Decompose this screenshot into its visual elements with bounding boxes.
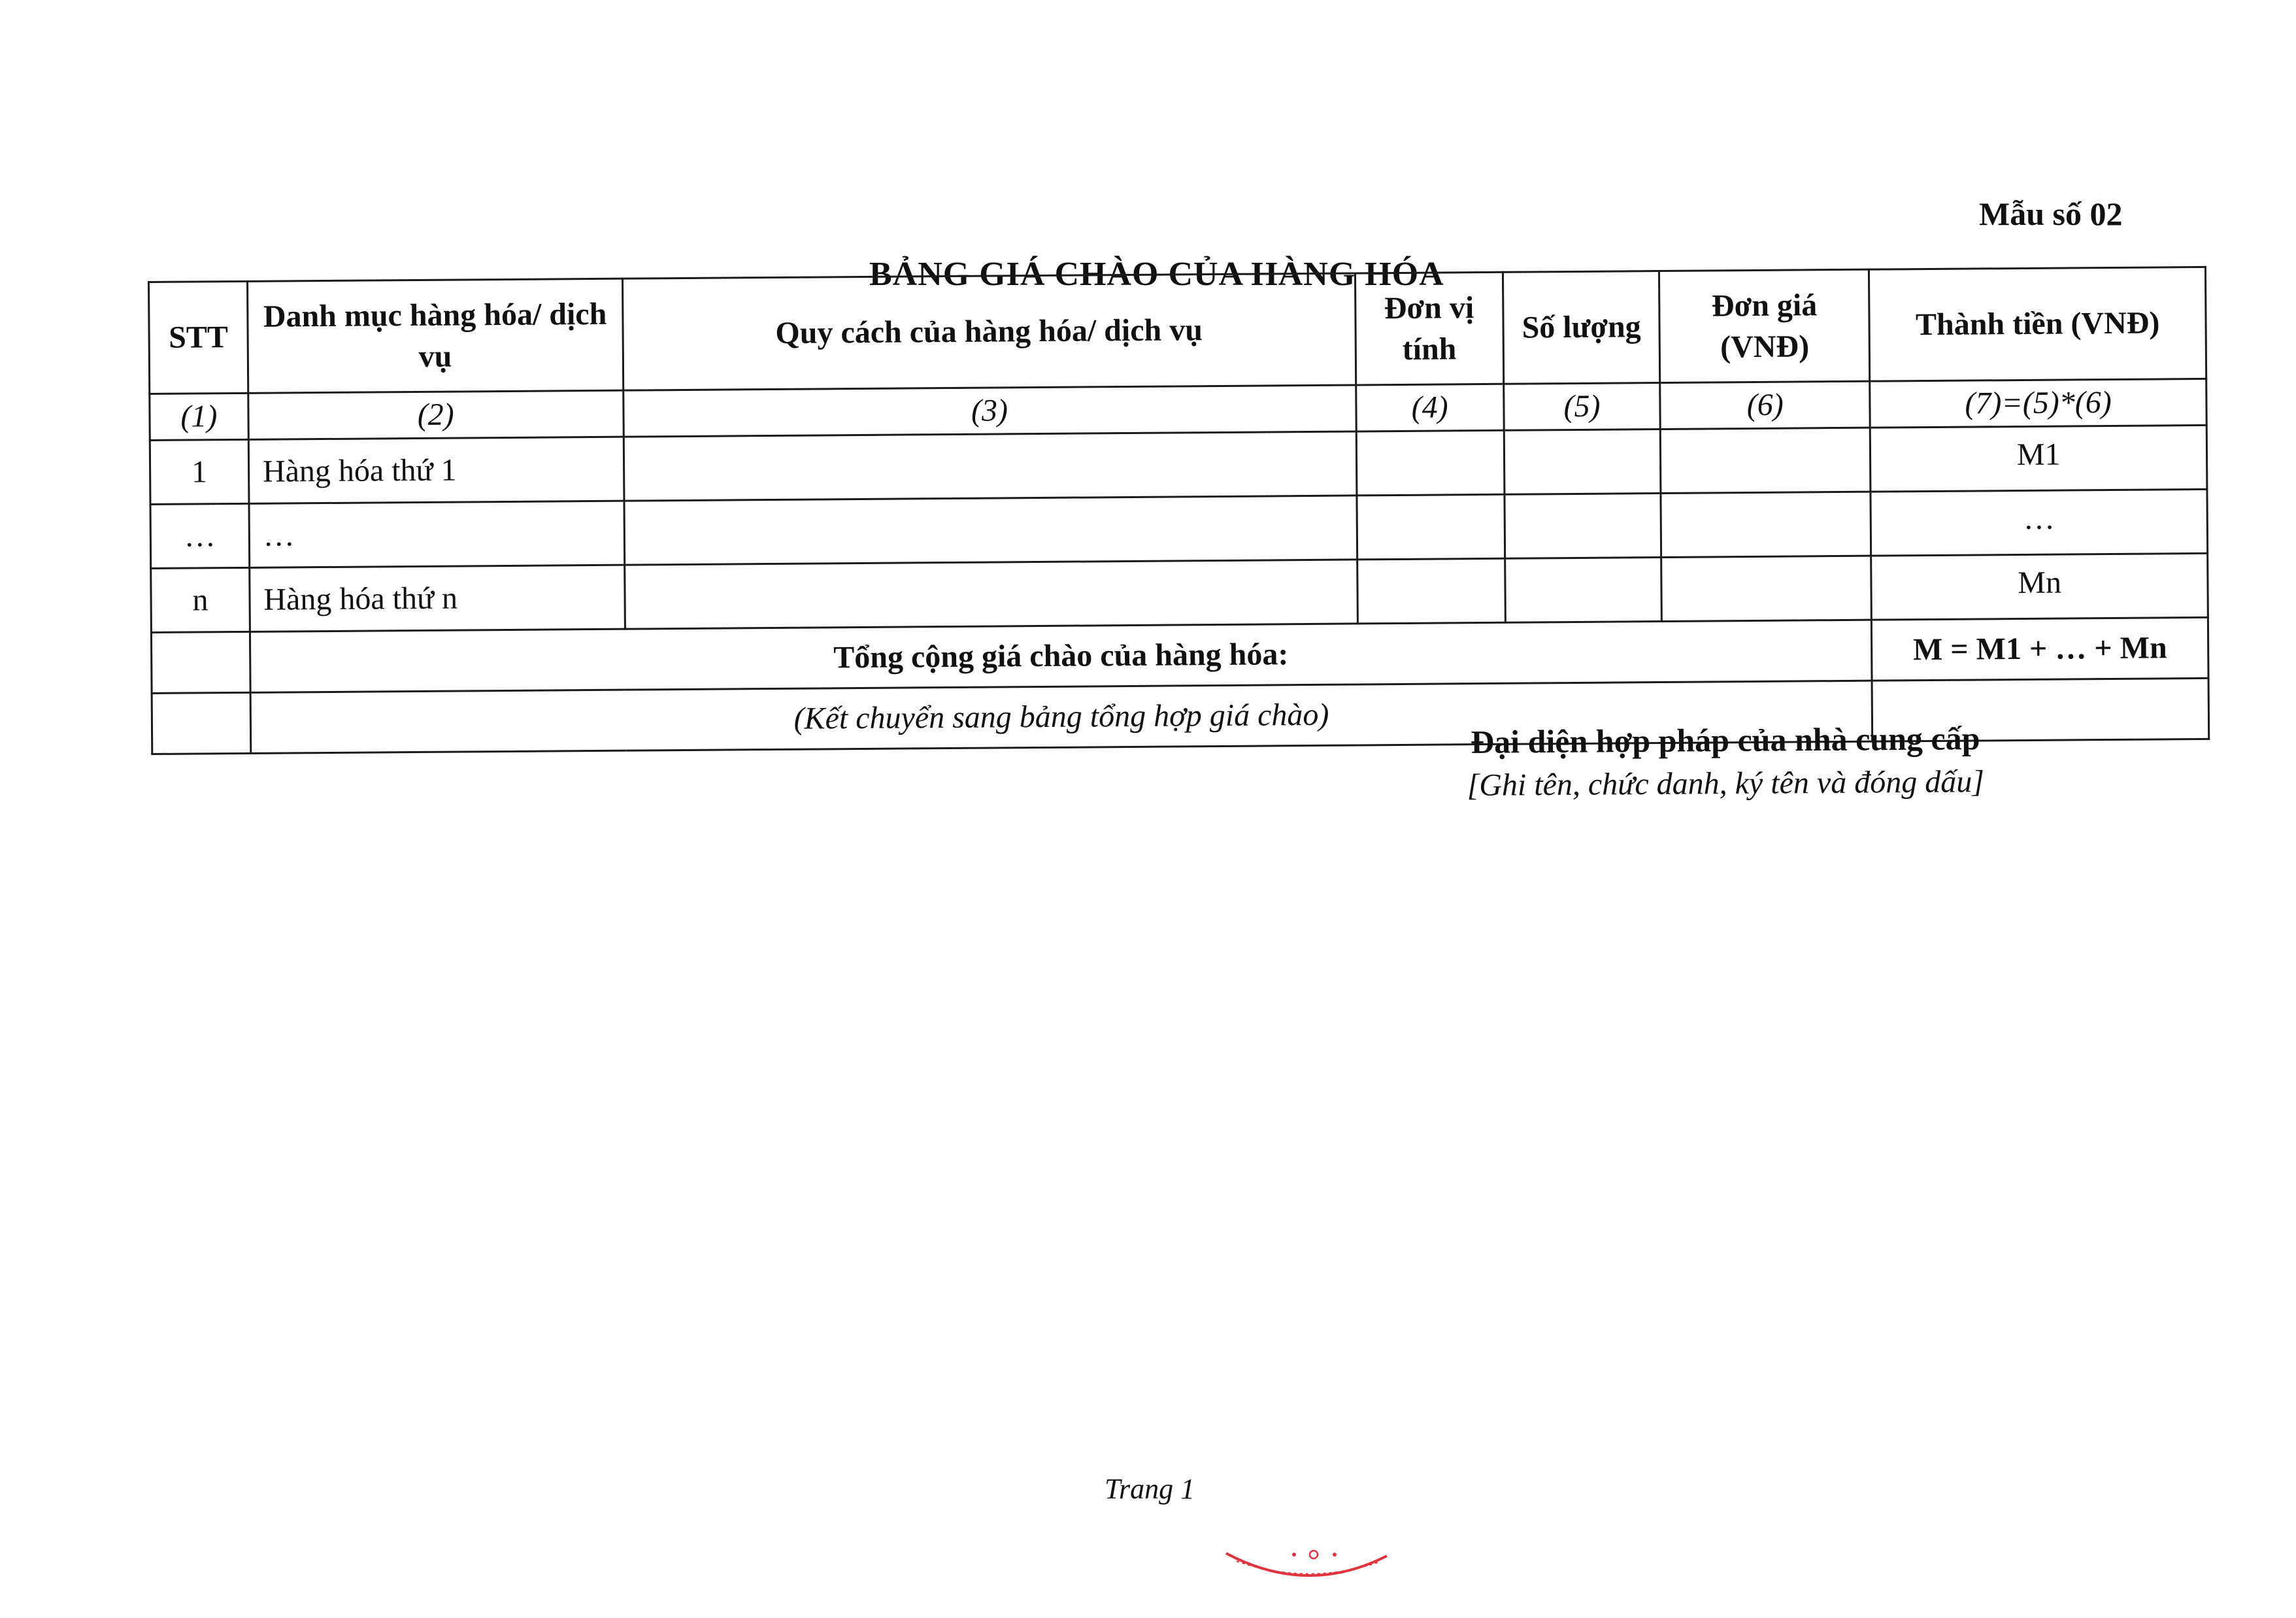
price-quote-table [148,266,2210,755]
header-unit: Đơn vị tính [1355,272,1503,385]
row-unit-price-cell [1661,492,1871,557]
row-spec-cell [624,560,1357,629]
row-quantity-cell [1505,558,1661,623]
row-stt: … [150,503,250,568]
row-spec-cell [624,496,1357,565]
row-amount: Mn [1871,553,2208,620]
total-stt-cell [151,632,250,693]
signature-block [1399,716,2053,808]
total-label: Tổng cộng giá chào của hàng hóa: [250,620,1872,692]
header-quantity: Số lượng [1503,271,1660,384]
row-stt: 1 [150,439,249,504]
header-unit-price: Đơn giá (VNĐ) [1659,269,1870,382]
row-unit-cell [1357,494,1505,560]
row-amount: M1 [1871,425,2207,492]
row-quantity-cell [1505,494,1661,559]
price-table-wrapper [148,266,2210,755]
carry-over-note: (Kết chuyển sang bảng tổng hợp giá chào) [250,681,1872,753]
header-row [149,267,2206,394]
index-category: (2) [248,390,624,439]
form-number: Mẫu số 02 [1979,195,2123,232]
header-spec: Quy cách của hàng hóa/ dịch vụ [622,273,1356,390]
row-unit-cell [1356,430,1505,496]
stamp-fragment-icon [1222,1549,1392,1602]
row-quantity-cell [1504,430,1661,495]
total-value: M = M1 + … + Mn [1872,617,2208,681]
signature-role: Đại diện hợp pháp của nhà cung cấp [1470,720,1980,760]
document-title: BẢNG GIÁ CHÀO CỦA HÀNG HÓA [869,256,1444,293]
row-spec-cell [624,431,1357,501]
header-category: Danh mục hàng hóa/ dịch vụ [247,278,623,393]
index-spec: (3) [623,385,1356,437]
row-name: Hàng hóa thứ 1 [248,437,624,503]
index-quantity: (5) [1504,383,1661,431]
index-amount: (7)=(5)*(6) [1870,379,2206,428]
row-unit-price-cell [1661,556,1872,621]
page-number: Trang 1 [1105,1473,1195,1505]
signature-instruction: [Ghi tên, chức danh, ký tên và đóng dấu] [1467,764,1985,803]
row-name: Hàng hóa thứ n [250,565,625,632]
index-unit-price: (6) [1660,381,1871,429]
header-stt: STT [149,281,248,394]
row-name: … [249,501,624,567]
row-unit-cell [1357,558,1505,624]
row-stt: n [151,567,250,632]
index-stt: (1) [150,393,248,440]
carry-stt-cell [152,692,250,754]
index-unit: (4) [1356,384,1504,431]
header-amount: Thành tiền (VNĐ) [1869,267,2206,381]
row-unit-price-cell [1661,428,1871,493]
row-amount: … [1871,489,2207,556]
